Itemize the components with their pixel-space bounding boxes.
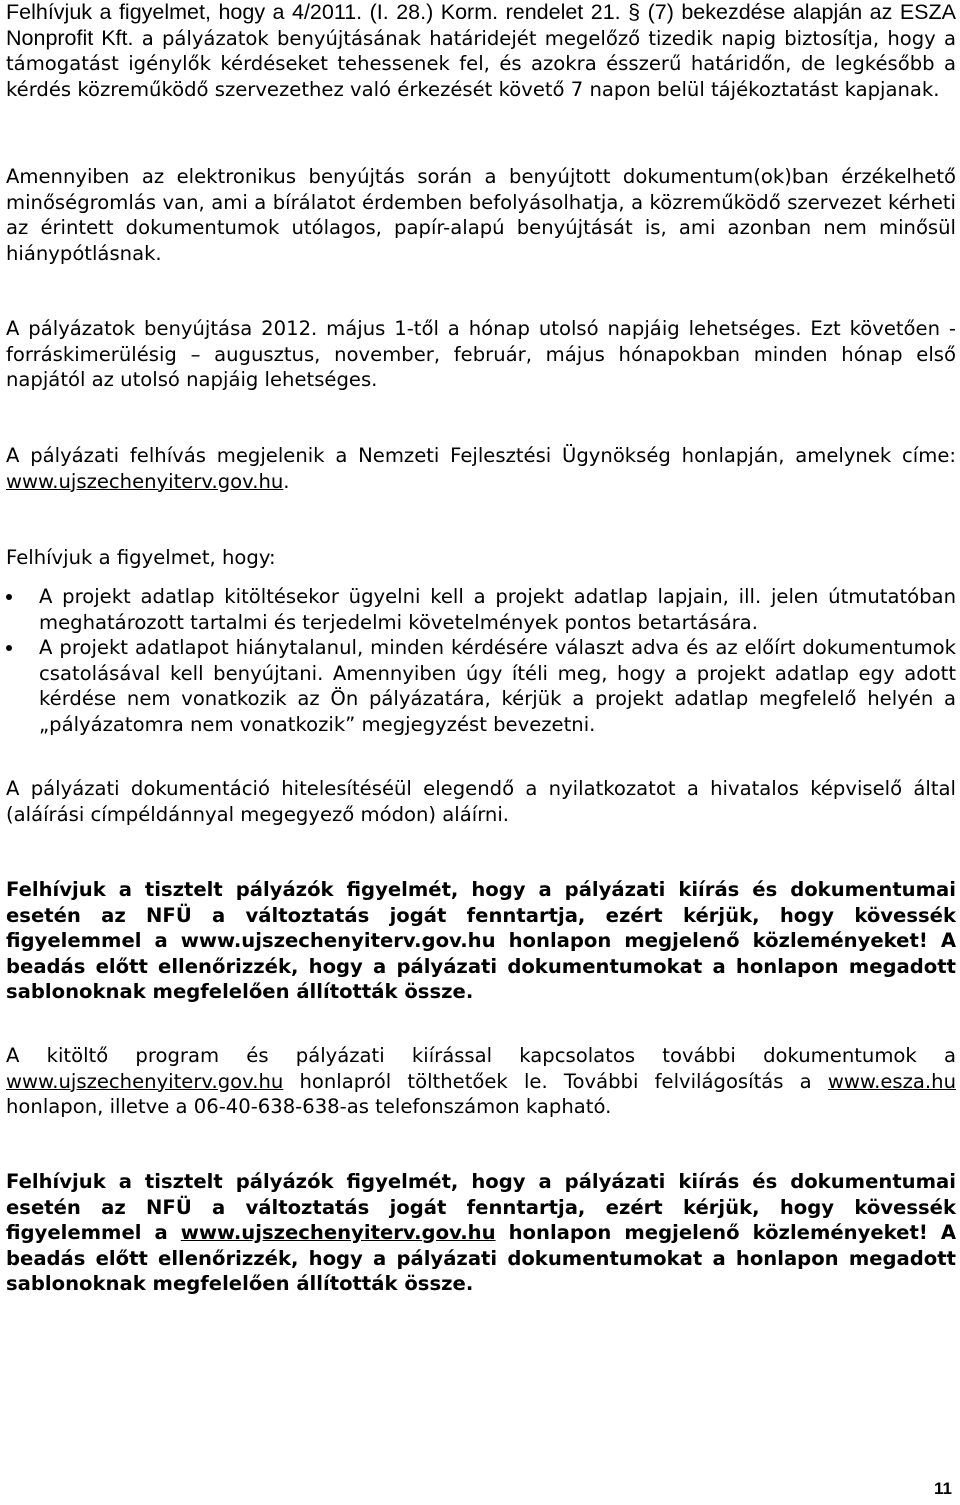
- notice-url: www.ujszechenyiterv.gov.hu: [180, 929, 496, 952]
- notice-text-end: honlapon megjelenő közleményeket! A beadás előtt ellenőrizzék, hogy a pályázati dokumentumokat a honlapon megadott sablonoknak megfelelően állították össze.: [6, 929, 956, 1003]
- paragraph-body-text: a pályázatok benyújtásának határidejét megelőző tizedik napig biztosítja, hogy a támogatást igénylők kérdéseket tehessenek fel, és azokra ésszerű határidőn, de legkésőbb a kérdés közreműködő szervezethez való érkezését követő 7 napon belül tájékoztatást kapjanak.: [6, 26, 956, 101]
- paragraph-notice-bold: [6, 877, 956, 1005]
- notice-text-end: honlapon megjelenő közleményeket! A beadás előtt ellenőrizzék, hogy a pályázati dokumentumokat a honlapon megadott sablonoknak megfelelően állították össze.: [6, 1221, 956, 1295]
- notice-text: Felhívjuk a tisztelt pályázók figyelmét, hogy a pályázati kiírás és dokumentumai esetén az NFÜ a változtatás jogát fenntartja, ezért kérjük, hogy kövessék figyelemmel a: [6, 1170, 956, 1244]
- paragraph-end: .: [283, 469, 290, 493]
- page-number: 11: [934, 1479, 952, 1498]
- esza-link[interactable]: www.esza.hu: [827, 1069, 956, 1093]
- downloads-text-end: honlapon, illetve a 06-40-638-638-as telefonszámon kapható.: [6, 1095, 612, 1118]
- list-item: [6, 635, 956, 737]
- paragraph-text: A pályázati felhívás megjelenik a Nemzeti Fejlesztési Ügynökség honlapján, amelynek címe:: [6, 444, 956, 467]
- list-item-text: A projekt adatlap kitöltésekor ügyelni kell a projekt adatlap lapjain, ill. jelen útmutatóban meghatározott tartalmi és terjedelmi követelmények pontos betartására.: [39, 585, 956, 634]
- downloads-text: A kitöltő program és pályázati kiírással kapcsolatos további dokumentumok a: [6, 1044, 956, 1067]
- paragraph-submission-period: A pályázatok benyújtása 2012. május 1-től a hónap utolsó napjáig lehetséges. Ezt követően - forráskimerülésig – augusztus, november, február, május hónapokban minden hónap első napjától az utolsó napjáig lehetséges.: [6, 317, 956, 391]
- website-link[interactable]: www.ujszechenyiterv.gov.hu: [6, 469, 284, 493]
- bullet-icon: [6, 594, 12, 600]
- list-item-text: A projekt adatlapot hiánytalanul, minden kérdésére választ adva és az előírt dokumentumok csatolásával kell benyújtani. Amennyiben úgy ítéli meg, hogy a projekt adatlap egy adott kérdése nem vonatkozik az Ön pályázatára, kérjük a projekt adatlap megfelelő helyén a „pályázatomra nem vonatkozik” megjegyzést bevezetni.: [39, 636, 956, 736]
- notice-text: Felhívjuk a tisztelt pályázók figyelmét, hogy a pályázati kiírás és dokumentumai esetén az NFÜ a változtatás jogát fenntartja, ezért kérjük, hogy kövessék figyelemmel a: [6, 878, 956, 952]
- attention-list: [6, 584, 956, 737]
- paragraph-question-deadline: [6, 0, 956, 102]
- bullet-icon: [6, 645, 12, 651]
- paragraph-authentication: A pályázati dokumentáció hitelesítéséül elegendő a nyilatkozatot a hivatalos képviselő által (aláírási címpéldánnyal megegyező módon) aláírni.: [6, 777, 956, 826]
- website-link[interactable]: www.ujszechenyiterv.gov.hu: [6, 1069, 284, 1093]
- paragraph-electronic-submission: Amennyiben az elektronikus benyújtás során a benyújtott dokumentum(ok)ban érzékelhető minőségromlás van, ami a bírálatot érdemben befolyásolhatja, a közreműködő szervezet kérheti az érintett dokumentumok utólagos, papír-alapú benyújtását is, ami azonban nem minősül hiánypótlásnak.: [6, 165, 956, 265]
- paragraph-notice-bold-repeat: [6, 1169, 956, 1297]
- paragraph-lead-text: Felhívjuk a figyelmet, hogy a 4/2011. (I. 28.) Korm. rendelet 21. § (7) bekezdése alapján az ESZA Nonprofit Kft.: [6, 0, 956, 50]
- list-item: [6, 584, 956, 635]
- paragraph-downloads: [6, 1043, 956, 1120]
- website-link[interactable]: www.ujszechenyiterv.gov.hu: [180, 1221, 496, 1244]
- paragraph-attention-intro: Felhívjuk a figyelmet, hogy:: [6, 546, 276, 569]
- downloads-text-mid: honlapról tölthetőek le. További felvilágosítás a: [283, 1069, 828, 1093]
- paragraph-call-publication: [6, 443, 956, 494]
